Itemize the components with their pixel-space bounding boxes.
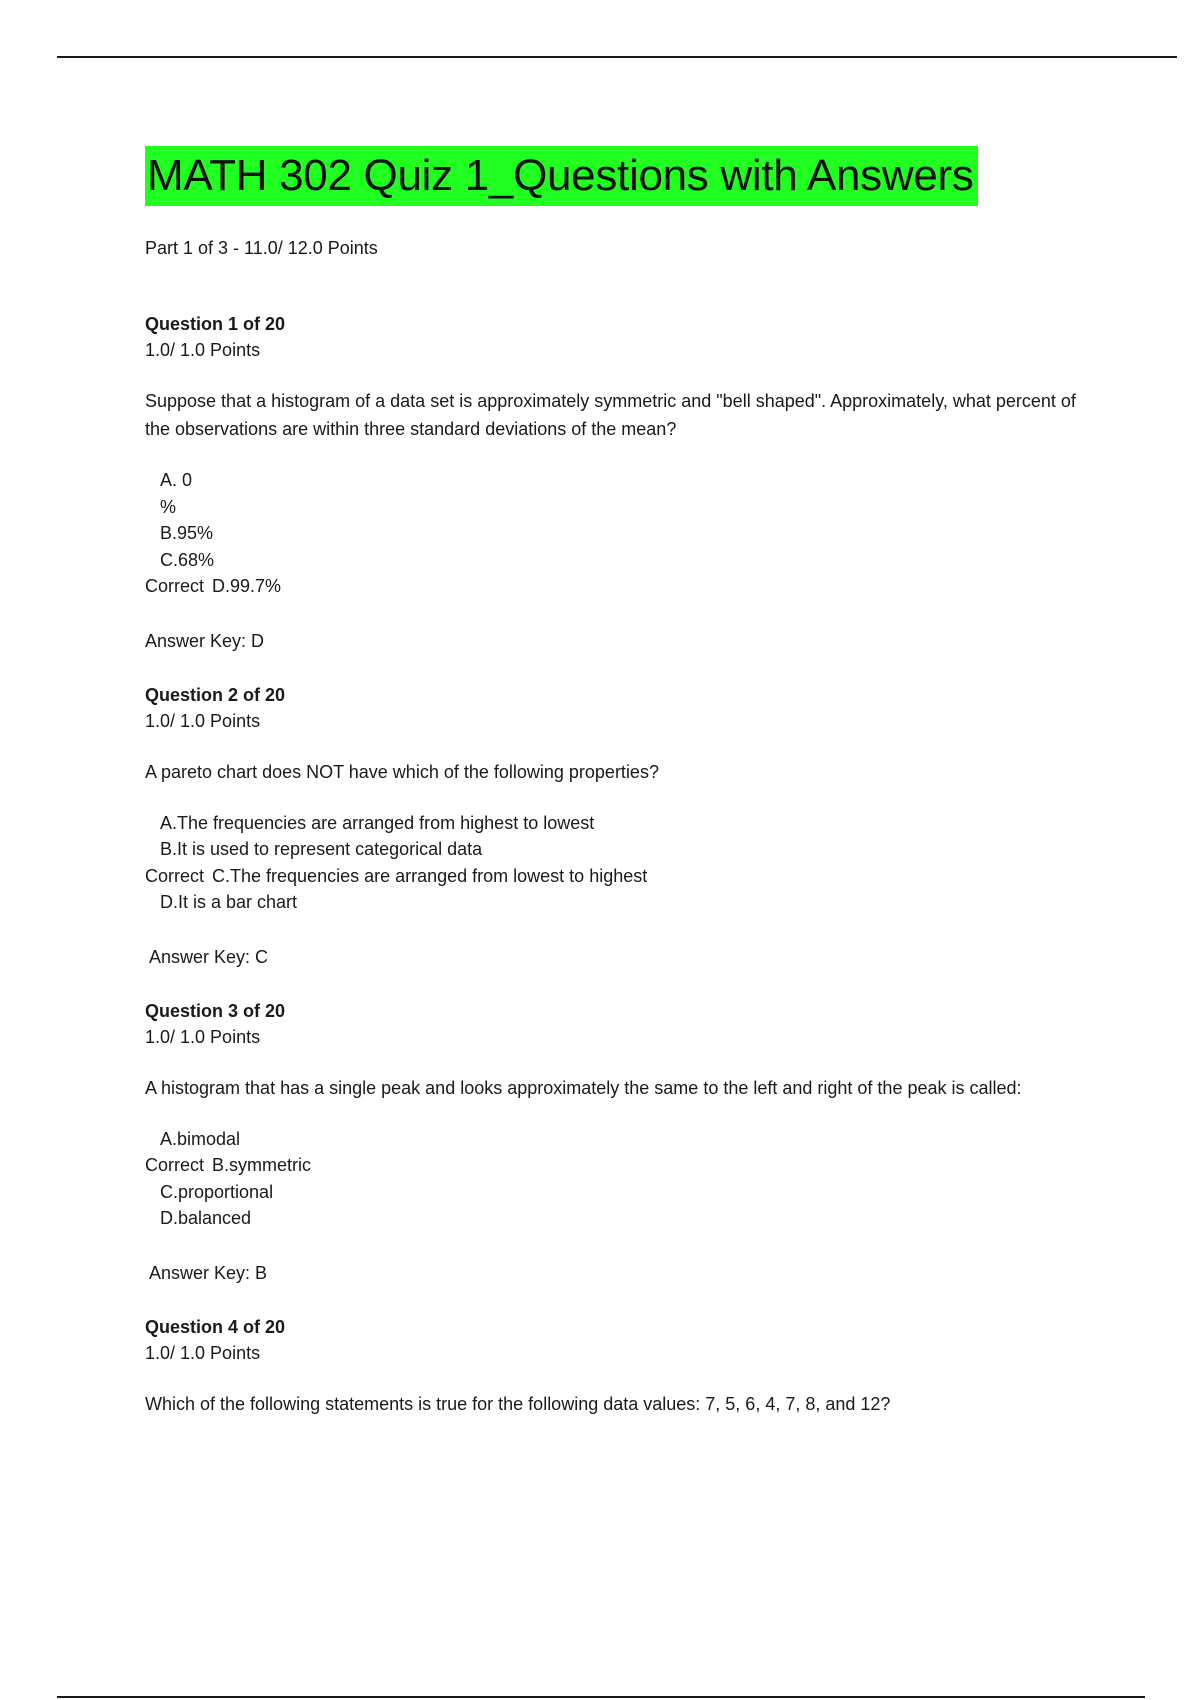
correct-mark: Correct [145, 1155, 205, 1175]
option-a: A.The frequencies are arranged from highest to lowest [160, 812, 595, 833]
option-a: A.bimodal [160, 1128, 241, 1149]
option-d: Correct D.99.7% [145, 576, 282, 596]
question-text: A pareto chart does NOT have which of the following properties? [145, 761, 659, 782]
correct-mark: Correct [145, 865, 205, 886]
answer-key: Answer Key: C [149, 946, 269, 967]
question-2 [145, 682, 1105, 970]
option-b: B.95% [160, 523, 214, 543]
answer-key: Answer Key: B [149, 1262, 268, 1283]
option-list [145, 810, 1105, 916]
question-4 [145, 1314, 1105, 1418]
question-title: Question 4 of 20 [145, 1316, 286, 1337]
option-a-continued: % [160, 496, 177, 517]
option-b: Correct B.symmetric [145, 1155, 312, 1175]
question-text: Suppose that a histogram of a data set is approximately symmetric and "bell shaped". Approximately, what percent of the observations are within three standard deviations of the mean? [145, 391, 1076, 439]
option-a: A. 0 [160, 470, 193, 490]
question-text: Which of the following statements is true for the following data values: 7, 5, 6, 4, 7, 8, and 12? [145, 1393, 891, 1414]
header-rule [57, 56, 1177, 58]
option-b: B.It is used to represent categorical data [160, 839, 483, 859]
option-c: C.proportional [160, 1181, 274, 1202]
page-title: MATH 302 Quiz 1_Questions with Answers [145, 146, 978, 206]
option-c: C.68% [160, 549, 215, 570]
question-title: Question 2 of 20 [145, 684, 286, 705]
option-list [145, 467, 1105, 600]
question-3 [145, 998, 1105, 1286]
question-points: 1.0/ 1.0 Points [145, 1342, 261, 1363]
correct-mark: Correct [145, 576, 205, 596]
question-points: 1.0/ 1.0 Points [145, 710, 261, 731]
option-d: D.It is a bar chart [160, 892, 298, 912]
part-summary: Part 1 of 3 - 11.0/ 12.0 Points [145, 238, 378, 258]
footer-rule [57, 1696, 1145, 1698]
question-points: 1.0/ 1.0 Points [145, 340, 261, 360]
question-points: 1.0/ 1.0 Points [145, 1026, 261, 1047]
option-c: Correct C.The frequencies are arranged from lowest to highest [145, 865, 648, 886]
question-title: Question 3 of 20 [145, 1000, 286, 1021]
answer-key: Answer Key: D [145, 630, 265, 651]
option-list [145, 1126, 1105, 1232]
question-text: A histogram that has a single peak and looks approximately the same to the left and right of the peak is called: [145, 1077, 1022, 1098]
question-1 [145, 311, 1105, 654]
question-title: Question 1 of 20 [145, 314, 286, 334]
document-body [145, 146, 1105, 1418]
option-d: D.balanced [160, 1208, 252, 1228]
